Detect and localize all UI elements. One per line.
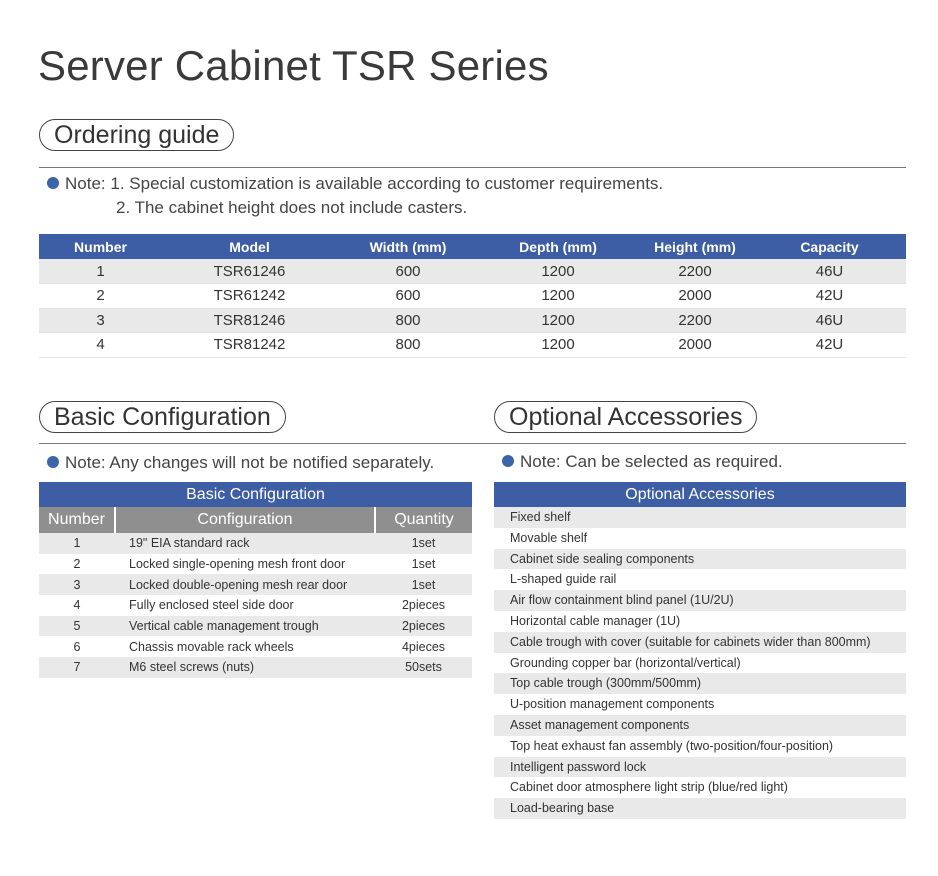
cell-depth: 1200 <box>479 259 637 284</box>
cell-number: 6 <box>39 636 115 657</box>
cell-quantity: 50sets <box>375 657 472 678</box>
basic-note <box>47 451 434 475</box>
table-row <box>39 308 906 333</box>
list-item: Intelligent password lock <box>494 757 906 778</box>
basic-table-title: Basic Configuration <box>39 482 472 507</box>
optional-table-title: Optional Accessories <box>494 482 906 507</box>
ordering-table <box>39 234 906 358</box>
cell-depth: 1200 <box>479 284 637 309</box>
cell-depth: 1200 <box>479 333 637 358</box>
cell-number: 1 <box>39 533 115 554</box>
note-line-1: 1. Special customization is available according to customer requirements. <box>110 174 664 193</box>
lower-divider <box>39 443 906 444</box>
cell-number: 4 <box>39 333 162 358</box>
cell-configuration: Locked double-opening mesh rear door <box>115 574 375 595</box>
basic-configuration-heading: Basic Configuration <box>39 401 286 433</box>
list-item: Fixed shelf <box>494 507 906 528</box>
cell-capacity: 42U <box>753 333 906 358</box>
cell-number: 3 <box>39 574 115 595</box>
note-label: Note: <box>65 174 106 193</box>
col-number: Number <box>39 234 162 259</box>
cell-width: 800 <box>337 308 479 333</box>
col-width: Width (mm) <box>337 234 479 259</box>
cell-height: 2200 <box>637 308 753 333</box>
cell-configuration: 19" EIA standard rack <box>115 533 375 554</box>
cell-quantity: 1set <box>375 554 472 575</box>
basic-configuration-table <box>39 482 472 678</box>
cell-number: 7 <box>39 657 115 678</box>
cell-number: 4 <box>39 595 115 616</box>
cell-number: 2 <box>39 554 115 575</box>
basic-table-body <box>39 507 472 678</box>
ordering-note <box>47 172 663 220</box>
cell-configuration: Chassis movable rack wheels <box>115 636 375 657</box>
list-item: Top heat exhaust fan assembly (two-position/four-position) <box>494 736 906 757</box>
cell-configuration: Vertical cable management trough <box>115 616 375 637</box>
cell-quantity: 2pieces <box>375 595 472 616</box>
ordering-guide-heading: Ordering guide <box>39 119 234 151</box>
cell-configuration: M6 steel screws (nuts) <box>115 657 375 678</box>
cell-width: 800 <box>337 333 479 358</box>
cell-capacity: 46U <box>753 259 906 284</box>
accessory-list <box>494 507 906 819</box>
list-item: Load-bearing base <box>494 798 906 819</box>
list-item: Cabinet side sealing components <box>494 549 906 570</box>
col-model: Model <box>162 234 337 259</box>
table-row <box>39 636 472 657</box>
cell-height: 2000 <box>637 284 753 309</box>
cell-number: 1 <box>39 259 162 284</box>
cell-height: 2000 <box>637 333 753 358</box>
list-item: Grounding copper bar (horizontal/vertical) <box>494 653 906 674</box>
cell-capacity: 46U <box>753 308 906 333</box>
ordering-table-header <box>39 234 906 259</box>
col-number: Number <box>39 507 115 533</box>
optional-note-text: Note: Can be selected as required. <box>520 452 783 471</box>
cell-model: TSR81242 <box>162 333 337 358</box>
cell-model: TSR61246 <box>162 259 337 284</box>
col-capacity: Capacity <box>753 234 906 259</box>
table-row <box>39 259 906 284</box>
cell-configuration: Locked single-opening mesh front door <box>115 554 375 575</box>
cell-number: 2 <box>39 284 162 309</box>
bullet-icon <box>47 456 59 468</box>
table-row <box>39 554 472 575</box>
table-row <box>39 616 472 637</box>
cell-depth: 1200 <box>479 308 637 333</box>
cell-number: 3 <box>39 308 162 333</box>
list-item: Cable trough with cover (suitable for cabinets wider than 800mm) <box>494 632 906 653</box>
list-item: Cabinet door atmosphere light strip (blue/red light) <box>494 777 906 798</box>
cell-capacity: 42U <box>753 284 906 309</box>
basic-note-text: Note: Any changes will not be notified separately. <box>65 453 435 472</box>
bullet-icon <box>47 177 59 189</box>
col-quantity: Quantity <box>375 507 472 533</box>
cell-quantity: 1set <box>375 574 472 595</box>
cell-width: 600 <box>337 284 479 309</box>
basic-table-header <box>39 507 472 533</box>
table-row <box>39 595 472 616</box>
list-item: Air flow containment blind panel (1U/2U) <box>494 590 906 611</box>
cell-quantity: 1set <box>375 533 472 554</box>
table-row <box>39 333 906 358</box>
cell-model: TSR81246 <box>162 308 337 333</box>
optional-note <box>502 450 783 474</box>
cell-model: TSR61242 <box>162 284 337 309</box>
list-item: Movable shelf <box>494 528 906 549</box>
list-item: Horizontal cable manager (1U) <box>494 611 906 632</box>
cell-quantity: 2pieces <box>375 616 472 637</box>
cell-height: 2200 <box>637 259 753 284</box>
table-row <box>39 657 472 678</box>
optional-accessories-heading: Optional Accessories <box>494 401 757 433</box>
table-row <box>39 533 472 554</box>
list-item: U-position management components <box>494 694 906 715</box>
cell-width: 600 <box>337 259 479 284</box>
note-line-2: 2. The cabinet height does not include casters. <box>116 198 468 217</box>
list-item: Top cable trough (300mm/500mm) <box>494 673 906 694</box>
list-item: Asset management components <box>494 715 906 736</box>
bullet-icon <box>502 455 514 467</box>
col-configuration: Configuration <box>115 507 375 533</box>
table-row <box>39 284 906 309</box>
col-height: Height (mm) <box>637 234 753 259</box>
col-depth: Depth (mm) <box>479 234 637 259</box>
cell-configuration: Fully enclosed steel side door <box>115 595 375 616</box>
page-title: Server Cabinet TSR Series <box>38 42 549 89</box>
table-row <box>39 574 472 595</box>
cell-number: 5 <box>39 616 115 637</box>
ordering-divider <box>39 167 906 168</box>
list-item: L-shaped guide rail <box>494 569 906 590</box>
optional-accessories-table <box>494 482 906 819</box>
cell-quantity: 4pieces <box>375 636 472 657</box>
